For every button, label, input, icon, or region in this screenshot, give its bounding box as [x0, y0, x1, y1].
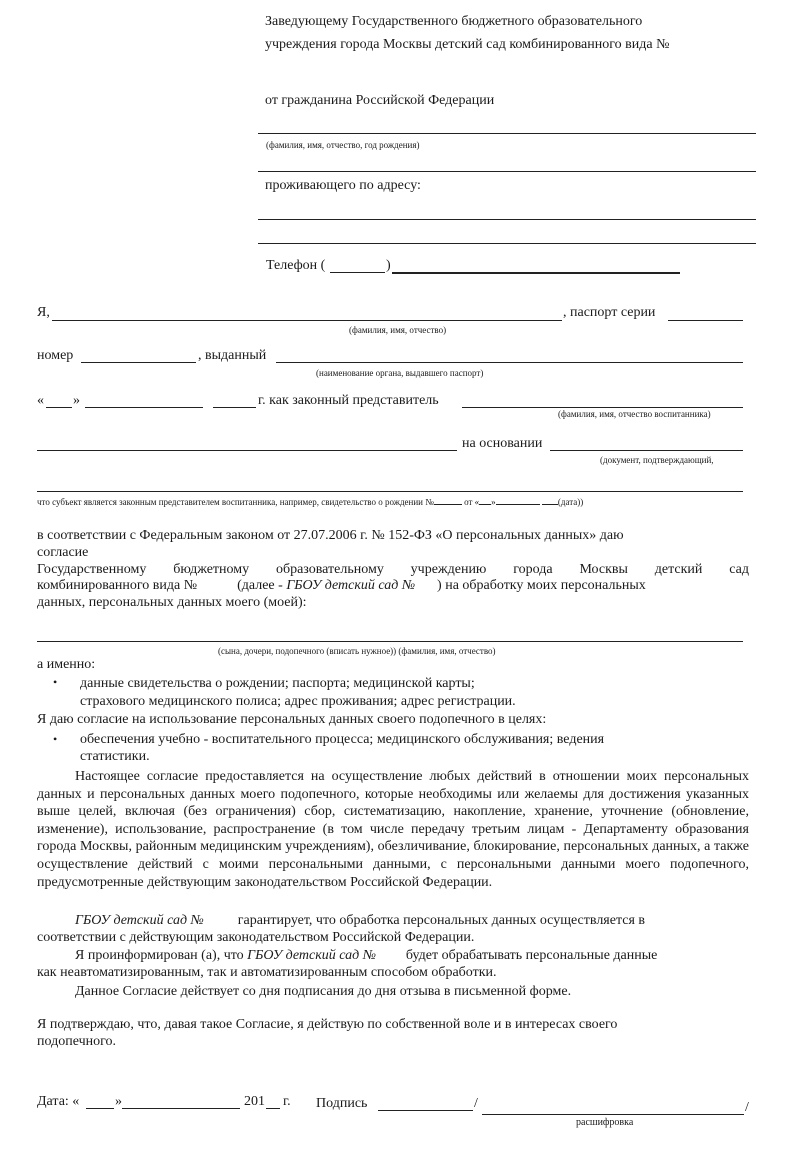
issue-date-close: » — [73, 393, 80, 408]
institution-line-3: данных, персональных данных моего (моей): — [37, 595, 307, 610]
divider-line — [258, 171, 756, 172]
data-bullet-line-2: страхового медицинского полиса; адрес проживания; адрес регистрации. — [80, 694, 516, 709]
address-line-2 — [258, 243, 756, 244]
child-fio-line — [462, 407, 743, 408]
doc-hint-2: что субъект является законным представителем воспитанника, например, свидетельство о рождении № от « » (дата)) — [37, 497, 584, 507]
paragraph-5-line-1: Я подтверждаю, что, давая такое Согласие, я действую по собственной воле и в интересах своего — [37, 1017, 618, 1032]
phone-code-line — [330, 272, 385, 273]
from-citizen: от гражданина Российской Федерации — [265, 93, 495, 108]
issuer-hint: (наименование органа, выдавшего паспорт) — [316, 368, 484, 378]
date-year-suffix: г. — [283, 1094, 291, 1109]
consent-word: согласие — [37, 545, 89, 560]
purpose-bullet-line-1: обеспечения учебно - воспитательного процесса; медицинского обслуживания; ведения — [80, 732, 605, 747]
legal-rep-label: г. как законный представитель — [258, 393, 439, 408]
paragraph-3-line-1: Я проинформирован (а), что ГБОУ детский сад № будет обрабатывать персональные данные — [75, 948, 658, 963]
paragraph-2-line-2: соответствии с действующим законодательством Российской Федерации. — [37, 930, 475, 945]
phone-number-line — [392, 272, 680, 274]
issuer-line — [276, 362, 743, 363]
decryption-line — [482, 1114, 744, 1115]
date-close: » — [115, 1094, 122, 1109]
addressee-line-2: учреждения города Москвы детский сад комбинированного вида № — [265, 37, 670, 52]
law-line: в соответствии с Федеральным законом от 27.07.2006 г. № 152-ФЗ «О персональных данных» даю — [37, 528, 624, 543]
passport-number-line — [81, 362, 196, 363]
bullet-icon: • — [53, 675, 58, 689]
date-year-line — [266, 1108, 280, 1109]
doc-blank-line — [37, 491, 743, 492]
institution-line-2: комбинированного вида № (далее - ГБОУ детский сад № ) на обработку моих персональных — [37, 578, 646, 593]
decryption-hint: расшифровка — [576, 1117, 634, 1128]
address-label: проживающего по адресу: — [265, 178, 421, 193]
issue-date-open: « — [37, 393, 44, 408]
purpose-line: Я даю согласие на использование персональных данных своего подопечного в целях: — [37, 712, 547, 727]
basis-blank-line — [37, 450, 457, 451]
paragraph-4: Данное Согласие действует со дня подписания до дня отзыва в письменной форме. — [75, 984, 572, 999]
number-label: номер — [37, 348, 74, 363]
date-year: 201 — [244, 1094, 265, 1109]
date-month-line — [122, 1108, 240, 1109]
i-label: Я, — [37, 305, 50, 320]
institution-line-1: Государственному бюджетному образовательному учреждению города Москвы детский сад — [37, 562, 749, 577]
namely-label: а именно: — [37, 657, 96, 672]
relation-hint: (сына, дочери, подопечного (вписать нужное)) (фамилия, имя, отчество) — [218, 646, 496, 656]
data-bullet-line-1: данные свидетельства о рождении; паспорта; медицинской карты; — [80, 676, 475, 691]
applicant-fio-hint: (фамилия, имя, отчество) — [349, 325, 447, 335]
applicant-fio-line — [52, 320, 562, 321]
signature-line — [378, 1110, 473, 1111]
basis-doc-line — [550, 450, 743, 451]
doc-hint: (документ, подтверждающий, — [600, 455, 714, 465]
phone-close: ) — [386, 258, 391, 273]
issue-month-line — [85, 407, 203, 408]
decryption-slash: / — [745, 1100, 749, 1115]
fio-blank-line — [258, 133, 756, 134]
signature-slash: / — [474, 1096, 478, 1111]
paragraph-3-line-2: как неавтоматизированным, так и автоматизированным способом обработки. — [37, 965, 497, 980]
date-day-line — [86, 1108, 114, 1109]
issued-label: , выданный — [198, 348, 267, 363]
passport-series-line — [668, 320, 743, 321]
passport-series-label: , паспорт серии — [563, 305, 656, 320]
phone-label: Телефон ( — [266, 258, 326, 273]
child-fio-hint: (фамилия, имя, отчество воспитанника) — [558, 409, 711, 419]
signature-label: Подпись — [316, 1096, 368, 1111]
purpose-bullet-line-2: статистики. — [80, 749, 150, 764]
date-label: Дата: « — [37, 1094, 80, 1109]
issue-year-line — [213, 407, 256, 408]
relation-line — [37, 641, 743, 642]
paragraph-2-line-1: ГБОУ детский сад № гарантирует, что обработка персональных данных осуществляется в — [75, 913, 646, 928]
basis-label: на основании — [462, 436, 543, 451]
paragraph-1: Настоящее согласие предоставляется на осуществление любых действий в отношении моих персональных данных и персональных данных моего подопечного, которые необходимы или желаемы для достижения указанных выше целей, включая (без ограничения) сбор, систематизацию, накопление, хранение, уточнение (обновление, изменение), использование, распространение (в том числе передачу третьим лицам - Департаменту образования города Москвы, районным медицинским учреждениям), обезличивание, блокирование, персональных данных, а также осуществление действий с моими персональными данными, с персональными данными моего подопечного, предусмотренные действующим законодательством Российской Федерации. — [37, 769, 749, 890]
fio-hint: (фамилия, имя, отчество, год рождения) — [266, 140, 420, 150]
issue-day-line — [46, 407, 72, 408]
bullet-icon: • — [53, 732, 58, 746]
paragraph-5-line-2: подопечного. — [37, 1034, 116, 1049]
addressee-line-1: Заведующему Государственного бюджетного образовательного — [265, 14, 643, 29]
address-line-1 — [258, 219, 756, 220]
